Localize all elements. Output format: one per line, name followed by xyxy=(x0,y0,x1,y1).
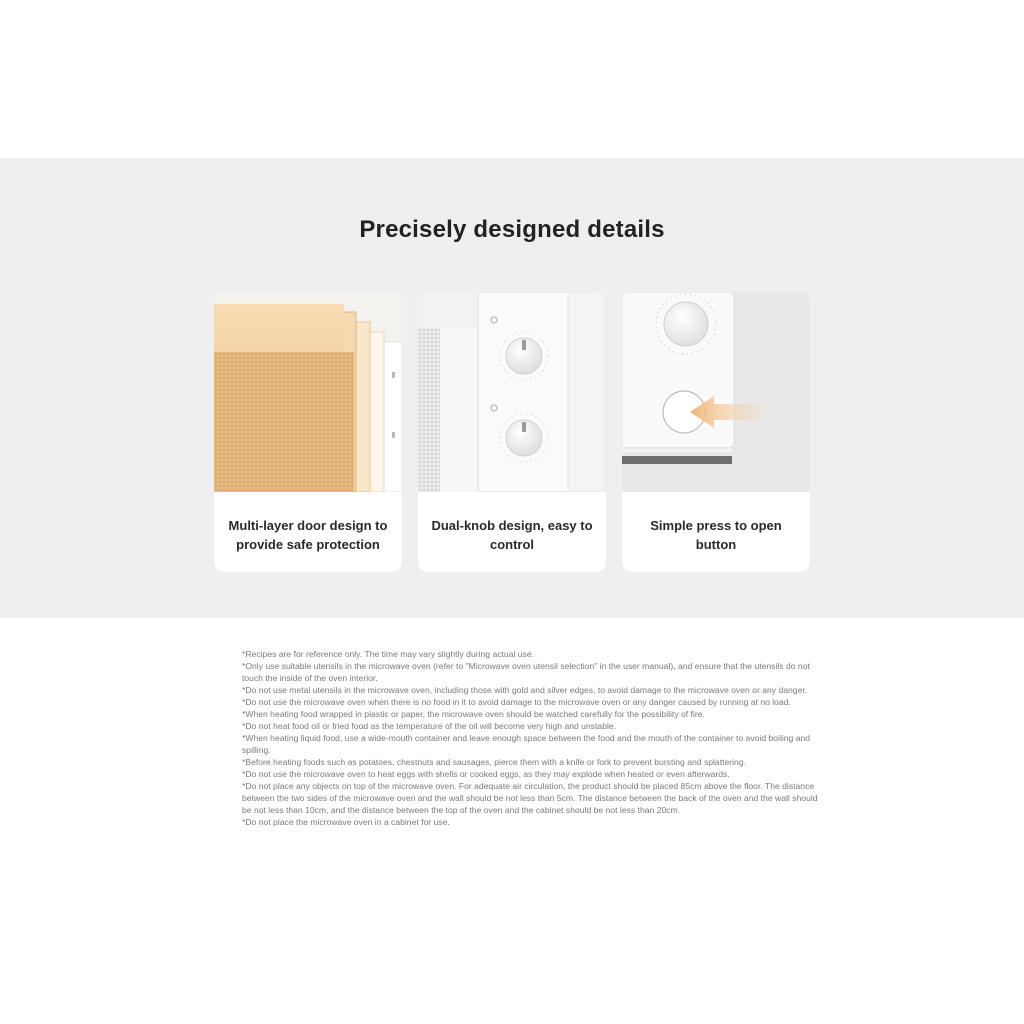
card-caption-open-button: Simple press to open button xyxy=(650,518,782,552)
disclaimer-item: *Do not use metal utensils in the microwave oven, including those with gold and silver edges, to avoid damage to the microwave oven or any danger. xyxy=(242,685,808,695)
feature-card-open-button xyxy=(622,292,810,572)
disclaimer-item: *Recipes are for reference only. The time may vary slightly during actual use. xyxy=(242,649,535,659)
disclaimer-item: *Only use suitable utensils in the microwave oven (refer to "Microwave oven utensil selection" in the user manual), and ensure that the utensils do not touch the inside of the oven interior. xyxy=(242,661,810,683)
disclaimer-item: *When heating food wrapped in plastic or paper, the microwave oven should be watched carefully for the possibility of fire. xyxy=(242,709,705,719)
feature-card-knobs xyxy=(418,292,606,572)
card-caption-knobs: Dual-knob design, easy to control xyxy=(431,518,593,552)
disclaimer-item: *Do not use the microwave oven when there is no food in it to avoid damage to the microwave oven or any danger caused by running at no load. xyxy=(242,697,791,707)
disclaimer-item: *When heating liquid food, use a wide-mouth container and leave enough space between the food and the mouth of the container to avoid boiling and spilling. xyxy=(242,733,811,755)
multi-layer-door-image xyxy=(214,292,402,492)
disclaimer-item: *Do not use the microwave oven to heat eggs with shells or cooked eggs, as they may explode when heated or even afterwards. xyxy=(242,769,730,779)
section-title: Precisely designed details xyxy=(359,216,665,243)
dual-knob-image xyxy=(418,292,606,492)
press-open-button-image xyxy=(622,292,810,492)
feature-card-door xyxy=(214,292,402,572)
card-caption-door: Multi-layer door design to provide safe protection xyxy=(228,518,388,552)
disclaimer-list xyxy=(242,648,818,828)
disclaimer-item: *Do not place any objects on top of the microwave oven. For adequate air circulation, the product should be placed 85cm above the floor. The distance between the two sides of the microwave oven and the wall should be not less than 5cm. The distance between the back of the oven and the wall should be not less than 10cm, and the distance between the top of the oven and the cabinet should be not less than 20cm. xyxy=(242,781,818,815)
disclaimer-item: *Do not heat food oil or fried food as the temperature of the oil will become very high and unstable. xyxy=(242,721,617,731)
disclaimer-item: *Before heating foods such as potatoes, chestnuts and sausages, pierce them with a knife or fork to prevent bursting and splattering. xyxy=(242,757,746,767)
disclaimer-item: *Do not place the microwave oven in a cabinet for use. xyxy=(242,817,450,827)
